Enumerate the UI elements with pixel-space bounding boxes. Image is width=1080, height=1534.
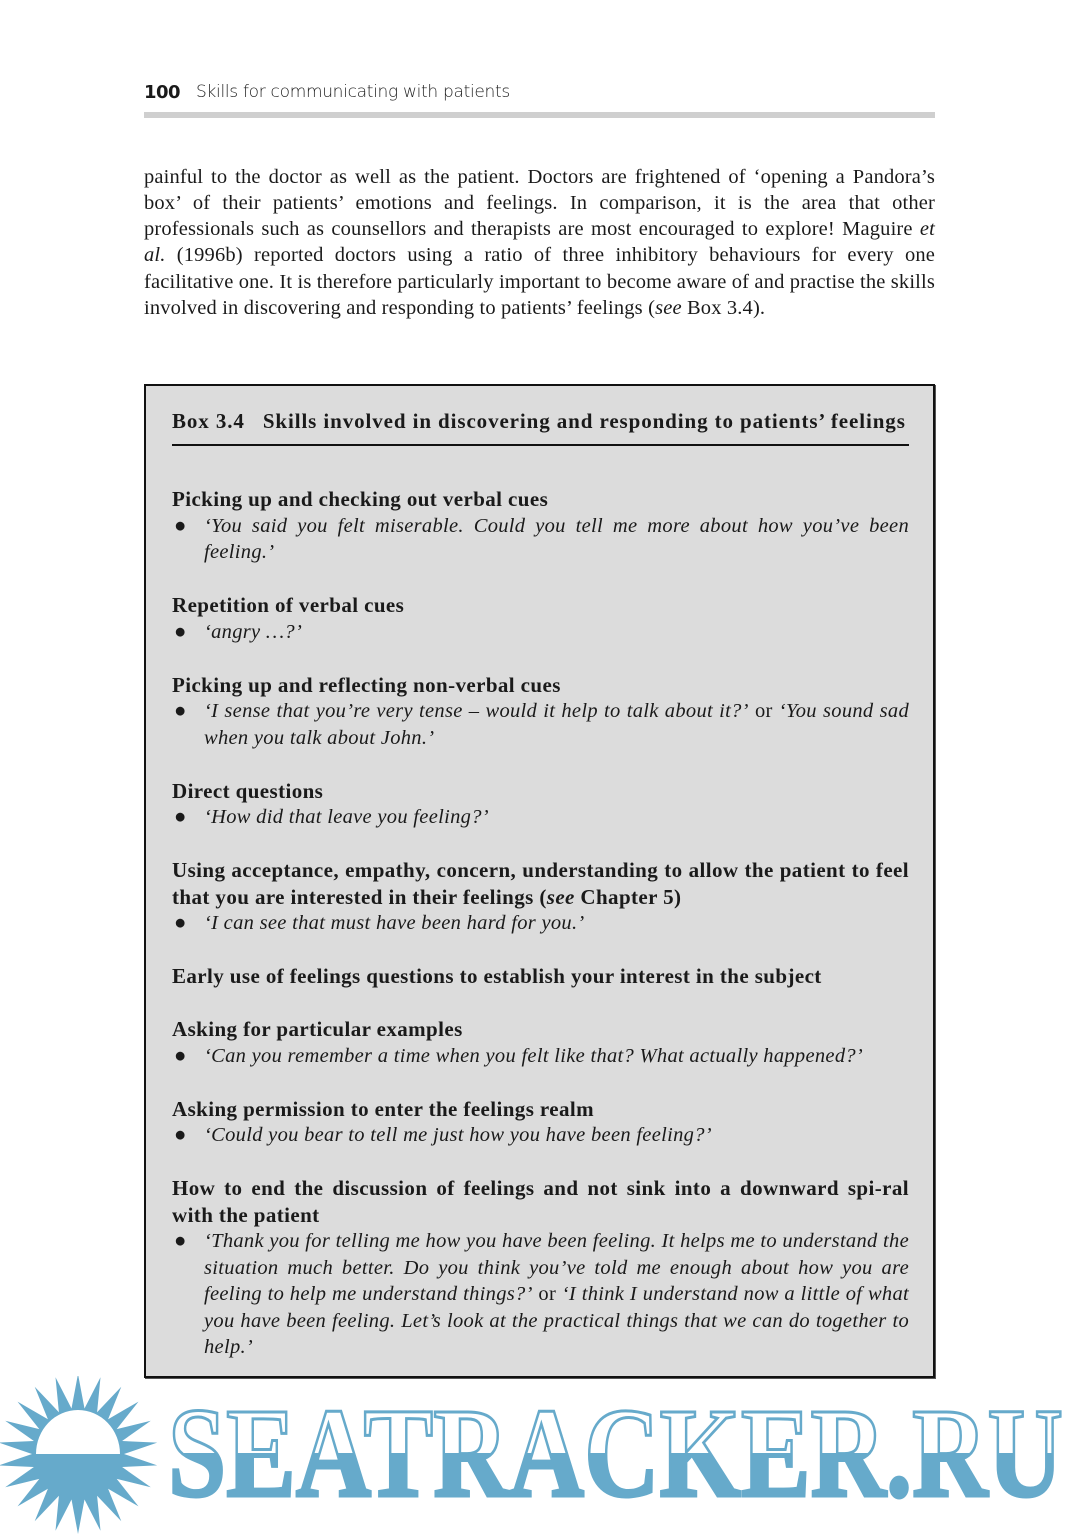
box-number: Box 3.4 [172, 409, 245, 433]
watermark-logo [0, 1376, 1080, 1534]
bullet-item [172, 698, 909, 751]
section-heading [172, 592, 909, 619]
bullet-item [172, 1122, 909, 1149]
running-title: Skills for communicating with patients [196, 82, 510, 102]
bullet-text: or [748, 700, 779, 722]
header-rule [144, 112, 935, 118]
bullet-icon: ● [174, 620, 187, 643]
bullet-icon: ● [174, 806, 187, 828]
paragraph-text: Box 3.4). [681, 296, 766, 319]
box-section [172, 1096, 909, 1149]
bullet-icon: ● [174, 1230, 187, 1252]
bullet-text: ‘angry …?’ [204, 620, 303, 643]
bullet-text: ‘Could you bear to tell me just how you have been feeling?’ [204, 1124, 712, 1146]
bullet-text: ‘You sound sad when you talk about John.’ [204, 700, 909, 749]
box-title: Skills involved in discovering and responding to patients’ feelings [262, 409, 906, 433]
bullet-text: or [532, 1283, 562, 1305]
bullet-text: ‘Thank you for telling me how you have been feeling. It helps me to understand the situation much better. Do you think you’ve told me enough about how you are feeling to help me understand things?’ [204, 1230, 909, 1305]
box-section [172, 857, 909, 937]
box-section [172, 592, 909, 645]
heading-text: Early use of feelings questions to establish your interest in the subject [172, 964, 822, 988]
bullet-text: ‘I think I understand now a little of what you have been feeling. Let’s look at the practical things that we can do together to help.’ [204, 1283, 910, 1358]
heading-text: How to end the discussion of feelings and not sink into a downward spi-ral with the patient [172, 1176, 909, 1227]
bullet-text: ‘How did that leave you feeling?’ [204, 806, 489, 828]
bullet-text: ‘I can see that must have been hard for you.’ [204, 912, 585, 934]
section-heading [172, 486, 909, 513]
heading-text: see [546, 884, 575, 909]
bullet-item [172, 804, 909, 831]
box-section [172, 486, 909, 566]
box-section [172, 1175, 909, 1361]
box-section [172, 672, 909, 752]
watermark-text: SEATRACKER.RU [168, 1382, 1063, 1524]
running-header [144, 80, 935, 108]
sun-icon [0, 1376, 157, 1534]
heading-text: Asking for particular examples [172, 1017, 463, 1041]
section-heading [172, 963, 909, 990]
bullet-text: ‘I sense that you’re very tense – would it help to talk about it?’ [204, 700, 749, 722]
paragraph-text: et al. [144, 218, 935, 267]
bullet-icon: ● [174, 700, 187, 722]
bullet-icon: ● [174, 912, 187, 934]
bullet-item [172, 910, 909, 937]
section-heading [172, 857, 909, 910]
bullet-icon: ● [174, 1124, 187, 1146]
bullet-item [172, 513, 909, 566]
heading-text: Direct questions [172, 778, 324, 803]
page-number: 100 [144, 82, 181, 103]
heading-text: Picking up and checking out verbal cues [172, 487, 549, 511]
section-heading [172, 778, 909, 805]
section-heading [172, 672, 909, 699]
heading-text: Picking up and reflecting non-verbal cues [172, 672, 561, 697]
paragraph-text: painful to the doctor as well as the patient. Doctors are frightened of ‘opening a Pandora’s box’ of their patients’ emotions and feelings. In comparison, it is the area that other professionals such as counsellors and therapists are most encouraged to explore! Maguire [144, 165, 935, 241]
box-section [172, 963, 909, 990]
bullet-icon: ● [174, 514, 187, 537]
paragraph-text: (1996b) reported doctors using a ratio of three inhibitory behaviours for every one facilitative one. It is therefore particularly important to become aware of and practise the skills involved in discovering and responding to patients’ feelings ( [144, 244, 935, 319]
heading-text: Chapter 5) [574, 884, 682, 909]
bullet-item [172, 1043, 909, 1070]
box-3-4 [144, 384, 935, 1378]
bullet-text: ‘Can you remember a time when you felt like that? What actually happened?’ [204, 1044, 864, 1067]
bullet-item [172, 619, 909, 646]
bullet-icon: ● [174, 1044, 187, 1067]
section-heading [172, 1175, 909, 1228]
bullet-text: ‘You said you felt miserable. Could you tell me more about how you’ve been feeling.’ [204, 514, 909, 563]
box-section [172, 778, 909, 831]
heading-text: Asking permission to enter the feelings realm [172, 1096, 595, 1121]
box-sections [172, 486, 909, 1387]
body-paragraph [144, 164, 935, 322]
box-section [172, 1016, 909, 1069]
section-heading [172, 1096, 909, 1123]
heading-text: Repetition of verbal cues [172, 593, 405, 617]
section-heading [172, 1016, 909, 1043]
bullet-item [172, 1228, 909, 1361]
box-heading [172, 408, 909, 446]
heading-text: Using acceptance, empathy, concern, understanding to allow the patient to feel that you are interested in their feelings ( [172, 858, 909, 909]
paragraph-text: see [655, 296, 682, 319]
